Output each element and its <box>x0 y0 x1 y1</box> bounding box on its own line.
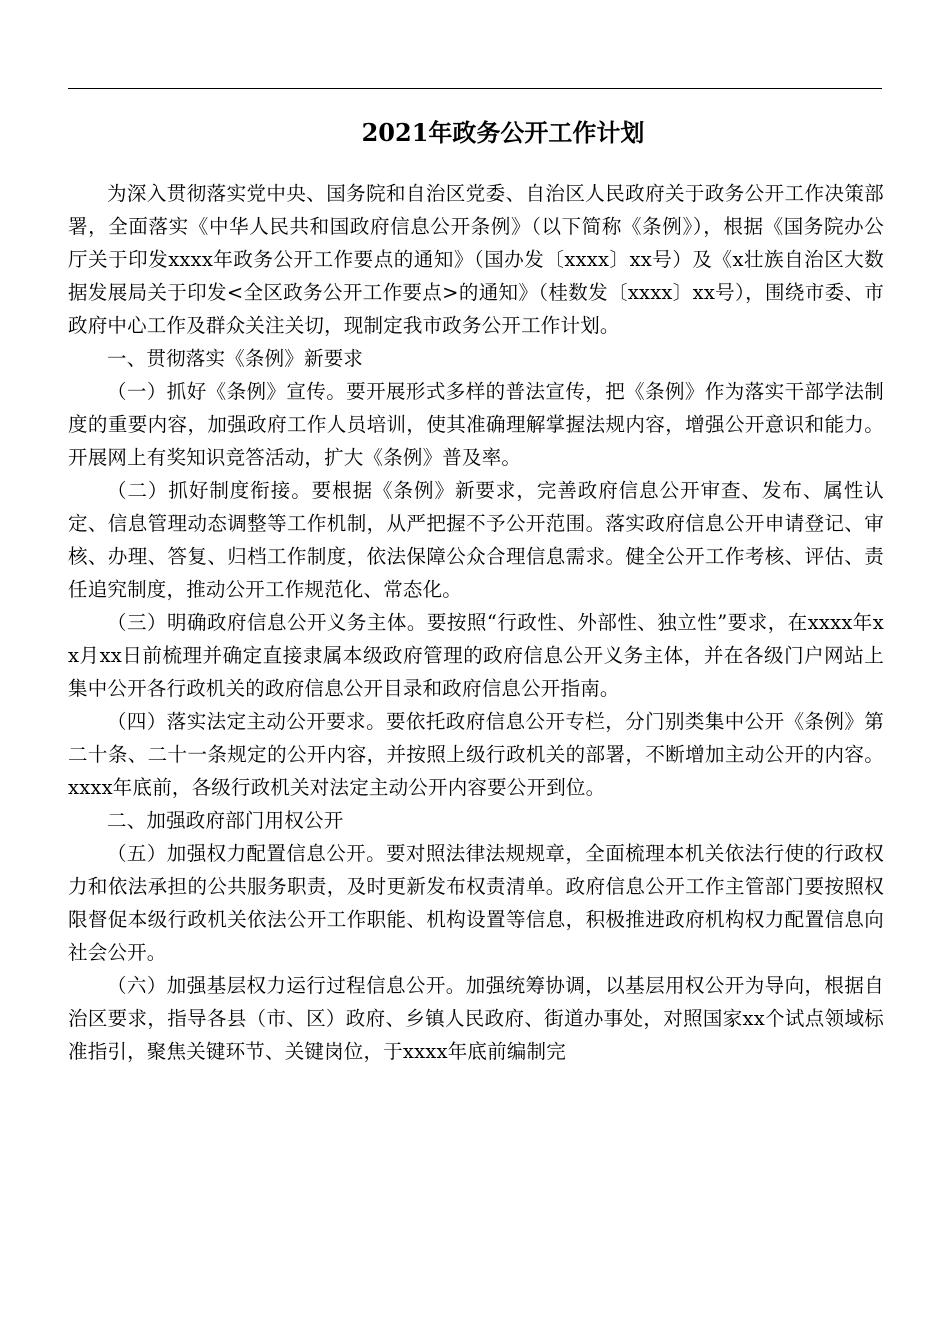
section-heading-1: 一、贯彻落实《条例》新要求 <box>107 347 364 370</box>
document-title: 2021年政务公开工作计划 <box>361 118 645 148</box>
header-rule <box>68 88 882 89</box>
item-paragraph-4: （四）落实法定主动公开要求。要依托政府信息公开专栏，分门别类集中公开《条例》第二十条、二十一条规定的公开内容，并按照上级行政机关的部署，不断增加主动公开的内容。xxxx年底前，各级行政机关对法定主动公开内容要公开到位。 <box>68 710 884 799</box>
document-body <box>68 177 884 1068</box>
item-paragraph-1: （一）抓好《条例》宣传。要开展形式多样的普法宣传，把《条例》作为落实干部学法制度的重要内容，加强政府工作人员培训，使其准确理解掌握法规内容，增强公开意识和能力。开展网上有奖知识竞答活动，扩大《条例》普及率。 <box>68 380 884 469</box>
intro-paragraph: 为深入贯彻落实党中央、国务院和自治区党委、自治区人民政府关于政务公开工作决策部署，全面落实《中华人民共和国政府信息公开条例》（以下简称《条例》），根据《国务院办公厅关于印发xxxx年政务公开工作要点的通知》（国办发〔xxxx〕xx号）及《x壮族自治区大数据发展局关于印发<全区政务公开工作要点>的通知》（桂数发〔xxxx〕xx号），围绕市委、市政府中心工作及群众关注关切，现制定我市政务公开工作计划。 <box>68 182 884 337</box>
item-paragraph-2: （二）抓好制度衔接。要根据《条例》新要求，完善政府信息公开审查、发布、属性认定、信息管理动态调整等工作机制，从严把握不予公开范围。落实政府信息公开申请登记、审核、办理、答复、归档工作制度，依法保障公众合理信息需求。健全公开工作考核、评估、责任追究制度，推动公开工作规范化、常态化。 <box>68 479 884 601</box>
section-heading-2: 二、加强政府部门用权公开 <box>107 809 344 832</box>
item-paragraph-5: （五）加强权力配置信息公开。要对照法律法规规章，全面梳理本机关依法行使的行政权力和依法承担的公共服务职责，及时更新发布权责清单。政府信息公开工作主管部门要按照权限督促本级行政机关依法公开工作职能、机构设置等信息，积极推进政府机构权力配置信息向社会公开。 <box>68 842 884 964</box>
item-paragraph-3: （三）明确政府信息公开义务主体。要按照“行政性、外部性、独立性”要求，在xxxx年xx月xx日前梳理并确定直接隶属本级政府管理的政府信息公开义务主体，并在各级门户网站上集中公开各行政机关的政府信息公开目录和政府信息公开指南。 <box>68 611 884 700</box>
item-paragraph-6: （六）加强基层权力运行过程信息公开。加强统筹协调，以基层用权公开为导向，根据自治区要求，指导各县（市、区）政府、乡镇人民政府、街道办事处，对照国家xx个试点领域标准指引，聚焦关键环节、关键岗位，于xxxx年底前编制完 <box>68 974 884 1063</box>
